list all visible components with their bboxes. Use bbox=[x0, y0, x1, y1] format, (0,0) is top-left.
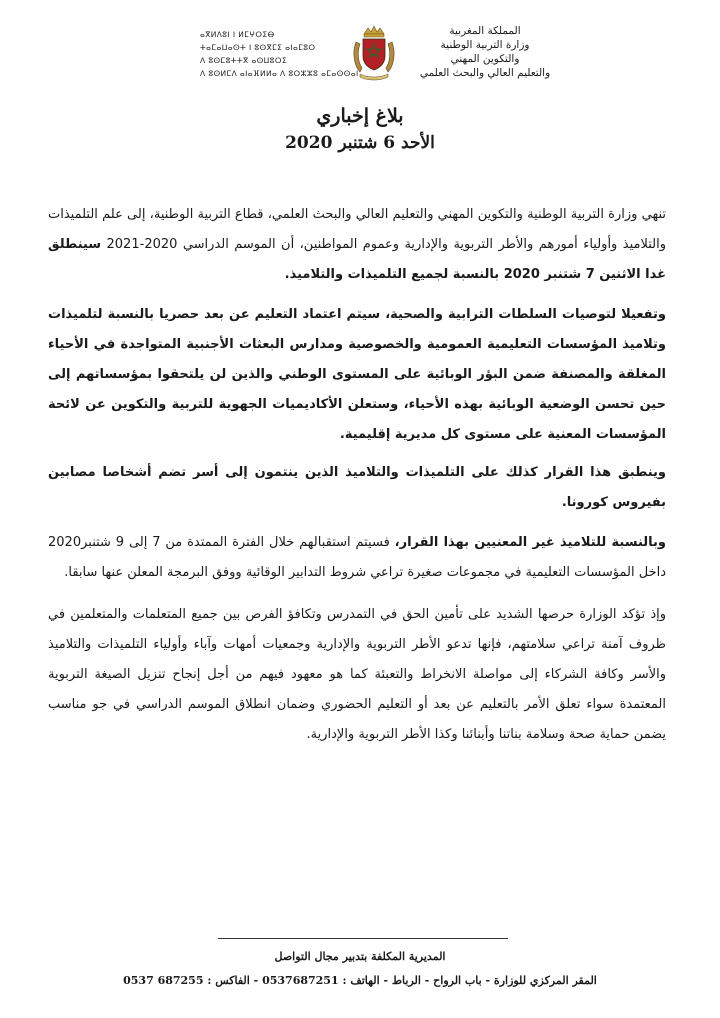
document-title: بلاغ إخباري bbox=[316, 105, 404, 127]
paragraph-2: وتفعيلا لتوصيات السلطات الترابية والصحية، سيتم اعتماد التعليم عن بعد حصريا بالنسبة لتلميذات وتلاميذ المؤسسات التعليمية العمومية والخصوصية ومدارس البعثات الأجنبية المتواجدة في الأحياء المغلقة والمصنفة ضمن البؤر الوبائية على المستوى الوطني والذين لن يلتحقوا بمؤسساتهم إلى حين تحسن الوضعية الوبائية بهذه الأحياء، وستعلن الأكاديميات الجهوية للتربية والتكوين عن لائحة المؤسسات المعنية على مستوى كل مديرية إقليمية. bbox=[48, 307, 666, 442]
header-line: والتكوين المهني bbox=[450, 53, 520, 65]
header-line: والتعليم العالي والبحث العلمي bbox=[419, 67, 551, 79]
header-line: وزارة التربية الوطنية bbox=[440, 39, 530, 51]
paragraph-4 bbox=[48, 528, 666, 588]
document-date: الأحد 6 شتنبر 2020 bbox=[285, 133, 435, 153]
paragraph-1-text: تنهي وزارة التربية الوطنية والتكوين المهني والتعليم العالي والبحث العلمي، قطاع التربية الوطنية، إلى علم التلميذات والتلاميذ وأولياء أمورهم والأطر التربوية والإدارية وعموم المواطنين، أن الموسم الدراسي 2020-2021 bbox=[48, 207, 666, 252]
footer-address: المقر المركزي للوزارة - باب الرواح - الرباط - bbox=[383, 974, 597, 987]
ministry-header-tifinagh bbox=[200, 28, 370, 80]
ministry-header-arabic bbox=[370, 24, 600, 80]
footer-directorate: المديرية المكلفة بتدبير مجال التواصل bbox=[274, 950, 446, 963]
paragraph-4-emphasis: وبالنسبة للتلاميذ غير المعنيين بهذا القرار، bbox=[394, 535, 666, 550]
footer-fax: 0537 687255 bbox=[123, 974, 204, 987]
footer-phone-label: الهاتف : bbox=[342, 974, 380, 987]
header-line: ⴷ ⵓⵙⵍⵎⴷ ⴰⵏⴰⴼⵍⵍⴰ ⴷ ⵓⵔⵣⵣⵓ ⴰⵎⴰⵙⵙⴰⵏ bbox=[200, 69, 359, 78]
paragraph-1-emphasis: سينطلق غدا الاثنين 7 شتنبر 2020 بالنسبة لجميع التلميذات والتلاميذ. bbox=[48, 237, 666, 282]
paragraph-4-text: فسيتم استقبالهم خلال الفترة الممتدة من 7 إلى 9 شتنبر2020 داخل المؤسسات التعليمية في مجموعات صغيرة تراعي شروط التدابير الوقائية ووفق البرمجة المعلن عنها سابقا. bbox=[48, 535, 666, 580]
header-line: ⵜⴰⵎⴰⵡⴰⵙⵜ ⵏ ⵓⵙⴳⵎⵉ ⴰⵏⴰⵎⵓⵔ bbox=[200, 43, 316, 52]
footer-phone: 0537687251 bbox=[262, 974, 339, 987]
footer-divider bbox=[218, 938, 508, 939]
header-line: ⴷ ⵓⵙⵎⵓⵜⵜⴳ ⴰⵙⵡⵓⵔⵉ bbox=[200, 56, 288, 65]
paragraph-3: وينطبق هذا القرار كذلك على التلميذات والتلاميذ الذين ينتمون إلى أسر تضم أشخاصا مصابين بفيروس كورونا. bbox=[48, 465, 666, 510]
header-line: ⴰⴳⵍⴷⵓⵏ ⵏ ⵍⵎⵖⵔⵉⴱ bbox=[200, 30, 275, 39]
paragraph-1 bbox=[48, 200, 666, 290]
footer-fax-label: الفاكس : bbox=[207, 974, 250, 987]
press-release-body bbox=[48, 200, 666, 750]
header-line: المملكة المغربية bbox=[449, 25, 521, 37]
paragraph-5: وإذ تؤكد الوزارة حرصها الشديد على تأمين الحق في التمدرس وتكافؤ الفرص بين جميع المتعلمات والمتعلمين في ظروف آمنة تراعي سلامتهم، فإنها تدعو الأطر التربوية والإدارية وجمعيات أمهات وآباء وأولياء التلميذات والتلاميذ والأسر وكافة الشركاء إلى مواصلة الانخراط والتعبئة كما هو معهود فيهم من أجل إنجاح تنزيل الصيغة التربوية المعتمدة سواء تعلق الأمر بالتعليم عن بعد أو التعليم الحضوري وضمان انطلاق الموسم الدراسي في جو مناسب يضمن حماية صحة وسلامة بناتنا وأبنائنا وكذا الأطر التربوية والإدارية. bbox=[48, 607, 666, 742]
footer-contact: المقر المركزي للوزارة - باب الرواح - الرباط - الهاتف : 0537687251 - الفاكس : 0537 687255 bbox=[123, 974, 597, 987]
